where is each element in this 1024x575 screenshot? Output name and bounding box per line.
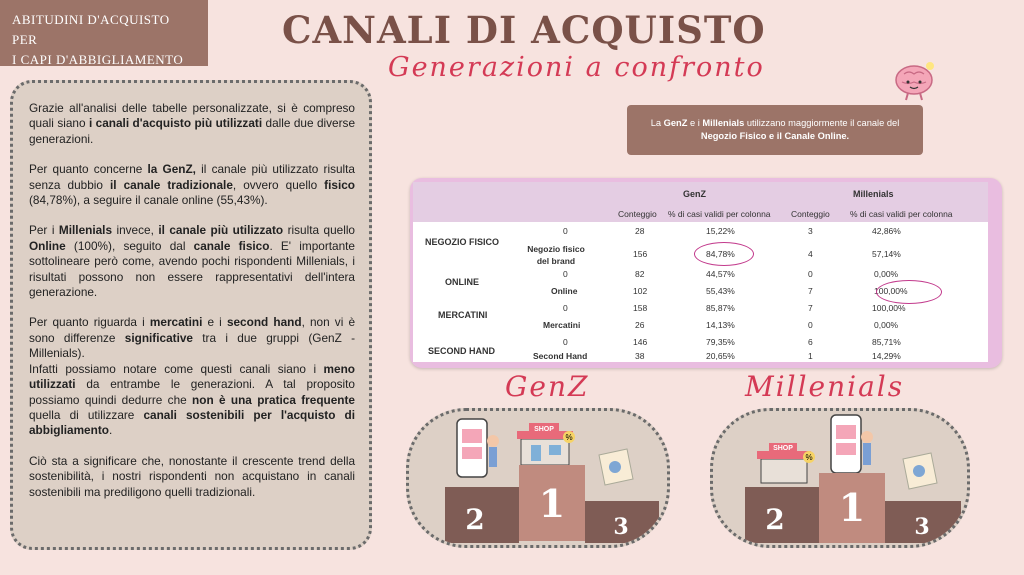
table-cell: 146 — [633, 337, 648, 347]
row-group-mercatini: MERCATINI — [438, 310, 488, 320]
rank-1: 1 — [538, 481, 566, 526]
table-cell: 7 — [808, 303, 813, 313]
table-cell: 14,13% — [706, 320, 735, 330]
table-cell: 15,22% — [706, 226, 735, 236]
table-cell: 0 — [563, 269, 568, 279]
genz-podium-illustration — [409, 411, 670, 548]
table-cell: 28 — [635, 226, 645, 236]
millenials-podium-card — [710, 408, 970, 548]
highlight-circle-genz — [694, 242, 754, 266]
table-cell: 0,00% — [874, 320, 899, 330]
table-cell: 0 — [808, 269, 813, 279]
table-cell: 55,43% — [706, 286, 735, 296]
table-cell: Online — [551, 286, 578, 296]
col-header-pct-genz: % di casi validi per colonna — [668, 209, 771, 219]
percent-tag: % — [565, 433, 573, 442]
table-cell: 38 — [635, 351, 645, 361]
col-header-count-mill: Conteggio — [791, 209, 830, 219]
paragraph-2: Per quanto concerne la GenZ, il canale più utilizzato risulta senza dubbio il canale tradizionale, ovvero quello fisico (84,78%), a seguire il canale online (55,43%). — [29, 162, 355, 208]
summary-callout: La GenZ e i Millenials utilizzano maggiormente il canale del Negozio Fisico e il Canale Online. — [627, 105, 923, 155]
brain-mascot-icon — [890, 60, 938, 102]
rank-3: 3 — [914, 514, 930, 540]
table-cell: Mercatini — [543, 320, 581, 330]
paragraph-3: Per i Millenials invece, il canale più utilizzato risulta quello Online (100%), seguito dal canale fisico. E' importante sottolineare però come, avendo pochi rispondenti Millenials, i risultati possono non essere rappresentativi dell'intera generazione. — [29, 223, 355, 300]
table-cell: 82 — [635, 269, 645, 279]
table-cell: 0 — [808, 320, 813, 330]
rank-3: 3 — [613, 514, 629, 540]
group-header-millenials: Millenials — [853, 189, 894, 199]
table-cell: 0,00% — [874, 269, 899, 279]
row-group-secondhand: SECOND HAND — [428, 346, 496, 356]
paragraph-6: Ciò sta a significare che, nonostante il crescente trend della sostenibilità, i nostri rispondenti non acquistano in canali sostenibili ma prediligono quelli tradizionali. — [29, 453, 355, 499]
table-cell: 1 — [808, 351, 813, 361]
rank-2: 2 — [465, 503, 485, 536]
table-cell: 85,71% — [872, 337, 901, 347]
table-cell: 79,35% — [706, 337, 735, 347]
millenials-podium-illustration — [713, 411, 970, 548]
table-cell: 0 — [563, 337, 568, 347]
paragraph-4: Per quanto riguarda i mercatini e i second hand, non vi è sono differenze significative tra i due gruppi (GenZ - Millenials). — [29, 315, 356, 361]
table-cell: 4 — [808, 249, 813, 259]
table-cell: 100,00% — [874, 286, 908, 296]
table-cell: 6 — [808, 337, 813, 347]
table-cell: 156 — [633, 249, 648, 259]
rank-2: 2 — [765, 503, 785, 536]
row-group-online: ONLINE — [445, 277, 480, 287]
paragraph-1: Grazie all'analisi delle tabelle personalizzate, si è compreso quali siano i canali d'acquisto più utilizzati dalle due diverse generazioni. — [29, 101, 355, 146]
table-cell: 85,87% — [706, 303, 735, 313]
shop-sign: SHOP — [773, 445, 793, 452]
table-cell: 42,86% — [872, 226, 901, 236]
table-cell: 0 — [563, 303, 568, 313]
table-cell: Negozio fisico del brand — [527, 244, 585, 266]
section-tag — [0, 0, 208, 66]
table-cell: 158 — [633, 303, 648, 313]
shop-sign: SHOP — [534, 426, 554, 433]
group-header-genz: GenZ — [683, 189, 707, 199]
table-cell: 3 — [808, 226, 813, 236]
col-header-pct-mill: % di casi validi per colonna — [850, 209, 953, 219]
table-cell: 20,65% — [706, 351, 735, 361]
page-title: CANALI DI ACQUISTO — [282, 8, 766, 52]
results-table-frame — [410, 178, 1002, 368]
page-subtitle: Generazioni a confronto — [388, 52, 765, 83]
table-cell: 14,29% — [872, 351, 901, 361]
analysis-text-box — [10, 80, 372, 550]
table-cell: 26 — [635, 320, 645, 330]
table-cell: 57,14% — [872, 249, 901, 259]
col-header-count-genz: Conteggio — [618, 209, 657, 219]
table-cell: 44,57% — [706, 269, 735, 279]
table-cell: 100,00% — [872, 303, 906, 313]
table-cell: 84,78% — [706, 249, 735, 259]
percent-tag: % — [805, 453, 813, 462]
genz-label: GenZ — [505, 370, 590, 403]
results-table — [413, 182, 988, 362]
table-cell: 0 — [563, 226, 568, 236]
tag-line-1: ABITUDINI D'ACQUISTO PER — [12, 12, 170, 47]
highlight-circle-millenials — [876, 280, 942, 304]
tag-line-2: I CAPI D'ABBIGLIAMENTO — [12, 52, 184, 67]
millenials-label: Millenials — [745, 370, 905, 403]
table-cell: 102 — [633, 286, 648, 296]
rank-1: 1 — [838, 485, 866, 530]
row-group-negozio: NEGOZIO FISICO — [425, 237, 500, 247]
paragraph-5: Infatti possiamo notare come questi canali siano i meno utilizzati da entrambe le generazioni. A tal proposito possiamo quindi dedurre che non è una pratica frequente quella di utilizzare canali sostenibili per l'acquisto di abbigliamento. — [29, 361, 355, 438]
table-cell: Second Hand — [533, 351, 588, 361]
genz-podium-card — [406, 408, 670, 548]
table-cell: 7 — [808, 286, 813, 296]
